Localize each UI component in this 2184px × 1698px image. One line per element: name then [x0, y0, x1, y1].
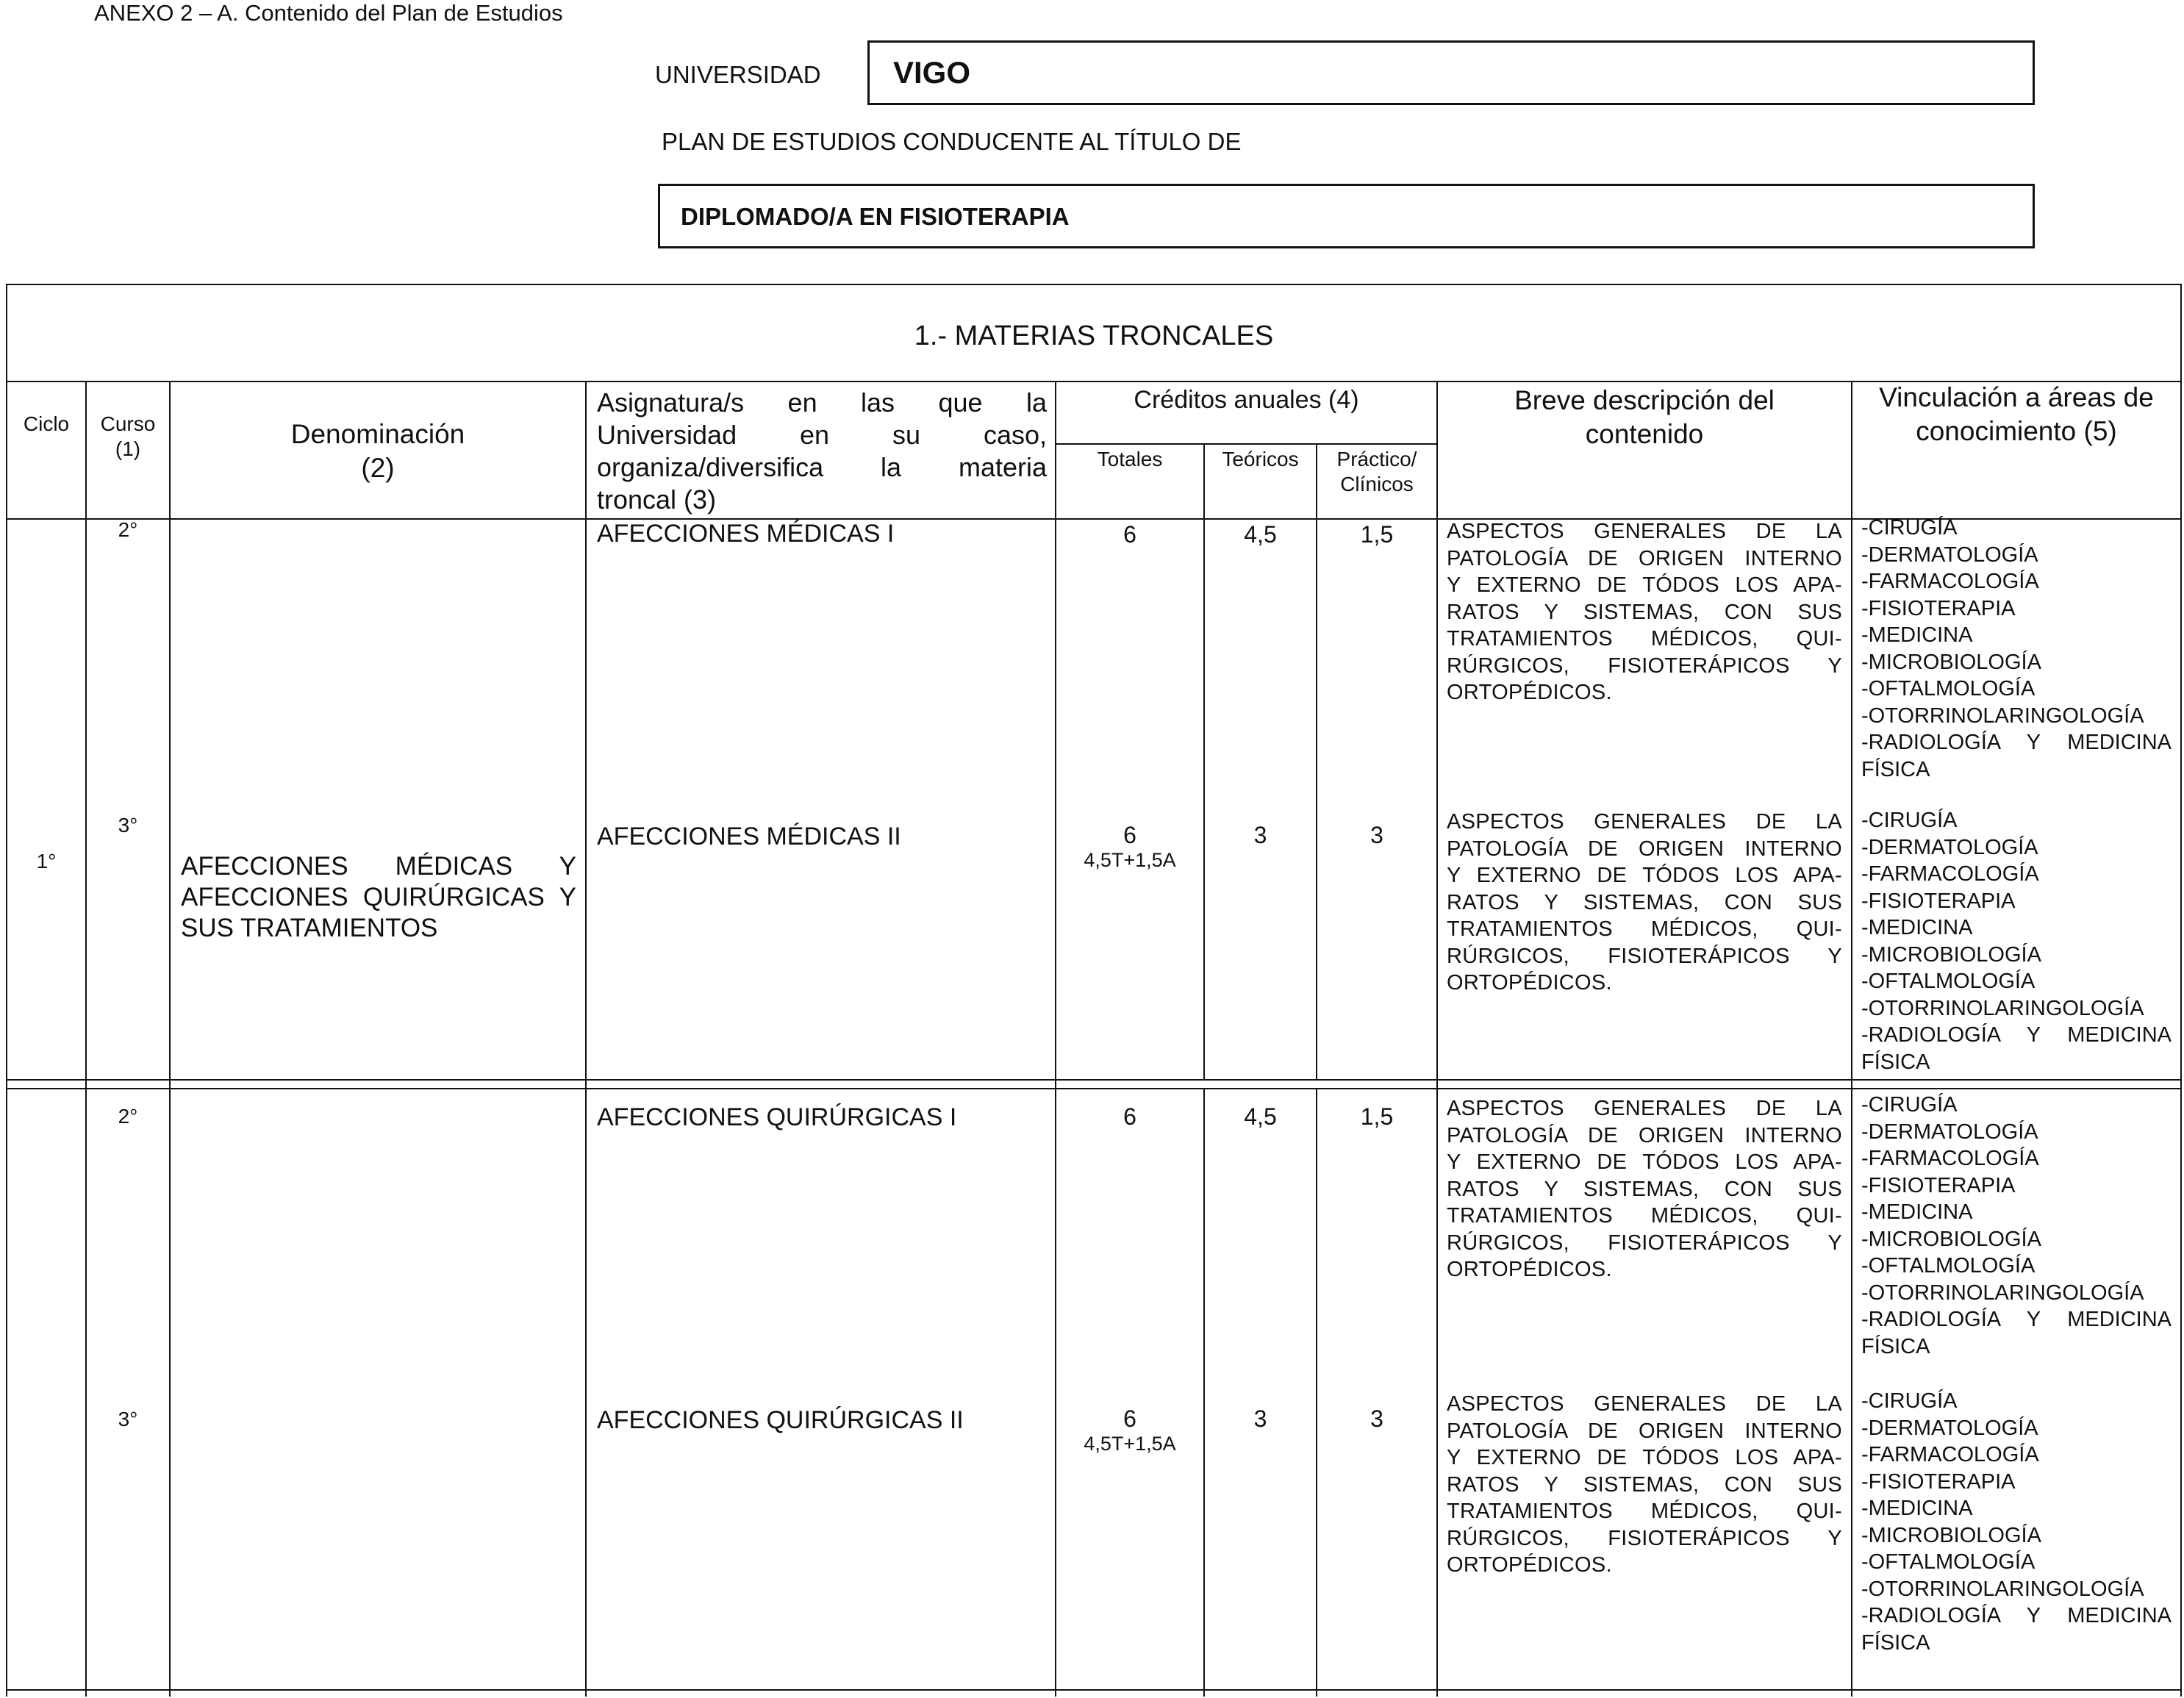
section1-bottom-border — [6, 1079, 2182, 1081]
area-item: -FISIOTERAPIA — [1861, 889, 2016, 913]
descripcion-line: PATOLOGÍA DE ORIGEN INTERNO — [1447, 837, 1842, 861]
curso-cell: 3° — [118, 1408, 138, 1430]
header-descripcion — [1438, 384, 1851, 451]
descripcion-line: ORTOPÉDICOS. — [1447, 971, 1612, 995]
universidad-label: UNIVERSIDAD — [655, 61, 821, 88]
descripcion-line: PATOLOGÍA DE ORIGEN INTERNO — [1447, 1419, 1842, 1443]
area-item: -MICROBIOLOGÍA — [1861, 1523, 2041, 1547]
area-item: -DERMATOLOGÍA — [1861, 1416, 2038, 1440]
area-item: -MICROBIOLOGÍA — [1861, 650, 2041, 674]
area-item: FÍSICA — [1861, 1334, 1930, 1358]
section1-denominacion-line-1: AFECCIONES MÉDICAS Y — [181, 852, 576, 881]
section1-denominacion — [181, 851, 576, 944]
titulo-value: DIPLOMADO/A EN FISIOTERAPIA — [681, 203, 1070, 230]
area-item: -CIRUGÍA — [1861, 1093, 1958, 1117]
area-item: -MEDICINA — [1861, 916, 1973, 939]
header-practicos — [1317, 447, 1436, 497]
col-divider-descripcion — [1851, 381, 1852, 1697]
descripcion-cell — [1447, 518, 1842, 706]
descripcion-line: ASPECTOS GENERALES DE LA — [1447, 1097, 1842, 1120]
asignatura-cell: AFECCIONES MÉDICAS I — [597, 520, 895, 548]
area-item: -RADIOLOGÍA Y MEDICINA — [1861, 731, 2172, 754]
descripcion-line: TRATAMIENTOS MÉDICOS, QUI- — [1447, 1500, 1842, 1523]
header-denominacion-label: Denominación — [290, 419, 465, 449]
area-item: -RADIOLOGÍA Y MEDICINA — [1861, 1023, 2172, 1047]
header-vinculacion-line-1: Vinculación a áreas de — [1879, 382, 2154, 412]
plan-label: PLAN DE ESTUDIOS CONDUCENTE AL TÍTULO DE — [662, 128, 1242, 155]
descripcion-line: Y EXTERNO DE TÓDOS LOS APA- — [1447, 1150, 1842, 1174]
area-item: -OTORRINOLARINGOLOGÍA — [1861, 1280, 2144, 1305]
header-vinculacion — [1852, 381, 2180, 448]
asignatura-cell: AFECCIONES QUIRÚRGICAS I — [597, 1103, 957, 1131]
totales-cell — [1056, 822, 1203, 872]
teoricos-cell: 3 — [1253, 1405, 1267, 1432]
creditos-split-line — [1055, 443, 1436, 445]
section1-denominacion-line-2: AFECCIONES QUIRÚRGICAS Y — [181, 883, 576, 911]
header-asignatura-line-2: Universidad en su caso, — [597, 420, 1047, 450]
col-divider-teoricos-2 — [1316, 1088, 1317, 1697]
area-item: -OTORRINOLARINGOLOGÍA — [1861, 996, 2144, 1020]
totales-breakdown: 4,5T+1,5A — [1084, 849, 1176, 871]
descripcion-line: RATOS Y SISTEMAS, CON SUS — [1447, 600, 1842, 624]
header-asignatura — [597, 387, 1047, 516]
table-bottom-border — [6, 1689, 2182, 1691]
section1-denominacion-line-3: SUS TRATAMIENTOS — [181, 914, 438, 942]
descripcion-line: ORTOPÉDICOS. — [1447, 1258, 1612, 1281]
area-item: -OTORRINOLARINGOLOGÍA — [1861, 1577, 2144, 1601]
practicos-cell: 1,5 — [1360, 1103, 1394, 1130]
header-denominacion — [171, 418, 585, 485]
descripcion-line: TRATAMIENTOS MÉDICOS, QUI- — [1447, 1204, 1842, 1228]
header-totales: Totales — [1097, 448, 1163, 470]
table-top-border — [6, 284, 2182, 285]
area-item: -DERMATOLOGÍA — [1861, 835, 2038, 859]
header-practicos-line-1: Práctico/ — [1336, 448, 1417, 470]
area-item: -OFTALMOLOGÍA — [1861, 970, 2036, 993]
col-divider-ciclo — [85, 381, 87, 1697]
descripcion-line: ORTOPÉDICOS. — [1447, 681, 1612, 704]
header-descripcion-line-2: contenido — [1585, 419, 1704, 449]
descripcion-line: RATOS Y SISTEMAS, CON SUS — [1447, 1177, 1842, 1201]
header-curso-label: Curso — [100, 412, 156, 435]
header-asignatura-line-1: Asignatura/s en las que la — [597, 387, 1047, 418]
totales-cell: 6 — [1123, 521, 1136, 548]
header-curso-note: (1) — [115, 437, 141, 460]
areas-cell — [1861, 1092, 2172, 1360]
descripcion-line: ASPECTOS GENERALES DE LA — [1447, 1392, 1842, 1416]
descripcion-line: ORTOPÉDICOS. — [1447, 1553, 1612, 1577]
area-item: -DERMATOLOGÍA — [1861, 542, 2038, 567]
header-teoricos: Teóricos — [1222, 448, 1299, 470]
teoricos-cell: 4,5 — [1244, 521, 1277, 548]
totales-cell: 6 — [1123, 1103, 1136, 1130]
area-item: -MEDICINA — [1861, 1200, 1973, 1224]
area-item: -MICROBIOLOGÍA — [1861, 1227, 2041, 1251]
header-denominacion-note: (2) — [361, 453, 395, 483]
practicos-cell: 3 — [1370, 1405, 1383, 1432]
descripcion-line: RÚRGICOS, FISIOTERÁPICOS Y — [1447, 653, 1842, 678]
header-vinculacion-line-2: conocimiento (5) — [1916, 416, 2117, 446]
header-practicos-line-2: Clínicos — [1340, 473, 1414, 495]
descripcion-line: ASPECTOS GENERALES DE LA — [1447, 520, 1842, 543]
descripcion-line: TRATAMIENTOS MÉDICOS, QUI- — [1447, 627, 1842, 651]
area-item: -OFTALMOLOGÍA — [1861, 677, 2036, 701]
descripcion-line: TRATAMIENTOS MÉDICOS, QUI- — [1447, 917, 1842, 941]
area-item: -OFTALMOLOGÍA — [1861, 1254, 2036, 1278]
table-title: 1.- MATERIAS TRONCALES — [914, 320, 1274, 351]
asignatura-cell: AFECCIONES QUIRÚRGICAS II — [597, 1406, 964, 1434]
areas-cell — [1861, 1388, 2172, 1656]
descripcion-line: Y EXTERNO DE TÓDOS LOS APA- — [1447, 1446, 1842, 1469]
col-divider-totales-2 — [1203, 1088, 1205, 1697]
curso-cell: 2° — [118, 518, 138, 541]
area-item: -RADIOLOGÍA Y MEDICINA — [1861, 1604, 2172, 1627]
section1-ciclo: 1° — [36, 850, 57, 873]
teoricos-cell: 3 — [1253, 822, 1267, 848]
descripcion-line: RÚRGICOS, FISIOTERÁPICOS Y — [1447, 1230, 1842, 1255]
descripcion-line: PATOLOGÍA DE ORIGEN INTERNO — [1447, 1123, 1842, 1147]
col-divider-asignatura — [1055, 381, 1056, 1697]
area-item: -CIRUGÍA — [1861, 516, 1958, 540]
table-left-border — [6, 284, 7, 1697]
descripcion-cell — [1447, 1391, 1842, 1579]
area-item: -FISIOTERAPIA — [1861, 1469, 2016, 1494]
areas-cell — [1861, 807, 2172, 1075]
header-asignatura-line-4: troncal (3) — [597, 484, 717, 515]
section2-top-border — [6, 1088, 2182, 1089]
table-right-border — [2180, 284, 2182, 1697]
area-item: FÍSICA — [1861, 757, 1930, 781]
totales-value: 6 — [1123, 822, 1136, 848]
descripcion-cell — [1447, 1095, 1842, 1283]
totales-breakdown: 4,5T+1,5A — [1084, 1433, 1176, 1455]
col-divider-creditos — [1436, 381, 1438, 1697]
area-item: -OTORRINOLARINGOLOGÍA — [1861, 703, 2144, 728]
area-item: -OFTALMOLOGÍA — [1861, 1550, 2036, 1574]
area-item: FÍSICA — [1861, 1630, 1930, 1655]
header-creditos: Créditos anuales (4) — [1134, 386, 1359, 414]
descripcion-line: RATOS Y SISTEMAS, CON SUS — [1447, 890, 1842, 914]
teoricos-cell: 4,5 — [1244, 1103, 1277, 1130]
header-descripcion-line-1: Breve descripción del — [1514, 385, 1775, 415]
universidad-box — [867, 40, 2035, 105]
totales-value: 6 — [1123, 1405, 1136, 1432]
descripcion-line: RÚRGICOS, FISIOTERÁPICOS Y — [1447, 944, 1842, 968]
practicos-cell: 3 — [1370, 822, 1383, 848]
header-curso — [87, 412, 169, 462]
practicos-cell: 1,5 — [1360, 521, 1394, 548]
header-ciclo: Ciclo — [23, 412, 70, 435]
area-item: -FARMACOLOGÍA — [1861, 570, 2039, 593]
col-divider-denominacion — [585, 381, 587, 1697]
area-item: -DERMATOLOGÍA — [1861, 1120, 2038, 1144]
totales-cell — [1056, 1405, 1203, 1455]
area-item: -FISIOTERAPIA — [1861, 596, 2016, 620]
descripcion-line: Y EXTERNO DE TÓDOS LOS APA- — [1447, 573, 1842, 597]
curso-cell: 2° — [118, 1105, 138, 1128]
universidad-value: VIGO — [893, 55, 971, 90]
area-item: -CIRUGÍA — [1861, 1389, 1958, 1413]
descripcion-line: PATOLOGÍA DE ORIGEN INTERNO — [1447, 546, 1842, 570]
area-item: -FISIOTERAPIA — [1861, 1173, 2016, 1197]
asignatura-cell: AFECCIONES MÉDICAS II — [597, 823, 901, 850]
areas-cell — [1861, 515, 2172, 783]
header-bottom-border — [6, 518, 2182, 520]
area-item: -MEDICINA — [1861, 1497, 1973, 1520]
area-item: -RADIOLOGÍA Y MEDICINA — [1861, 1308, 2172, 1331]
area-item: -MICROBIOLOGÍA — [1861, 942, 2041, 967]
area-item: FÍSICA — [1861, 1050, 1930, 1074]
area-item: -FARMACOLOGÍA — [1861, 862, 2039, 886]
area-item: -CIRUGÍA — [1861, 809, 1958, 832]
descripcion-line: RÚRGICOS, FISIOTERÁPICOS Y — [1447, 1526, 1842, 1550]
area-item: -FARMACOLOGÍA — [1861, 1443, 2039, 1466]
curso-cell: 3° — [118, 814, 138, 837]
area-item: -FARMACOLOGÍA — [1861, 1147, 2039, 1170]
area-item: -MEDICINA — [1861, 623, 1973, 647]
descripcion-cell — [1447, 809, 1842, 997]
col-divider-curso — [169, 381, 171, 1697]
descripcion-line: RATOS Y SISTEMAS, CON SUS — [1447, 1472, 1842, 1497]
header-asignatura-line-3: organiza/diversifica la materia — [597, 452, 1047, 482]
annex-title: ANEXO 2 – A. Contenido del Plan de Estudios — [94, 0, 563, 26]
titulo-box — [658, 184, 2035, 248]
descripcion-line: Y EXTERNO DE TÓDOS LOS APA- — [1447, 864, 1842, 887]
descripcion-line: ASPECTOS GENERALES DE LA — [1447, 810, 1842, 834]
